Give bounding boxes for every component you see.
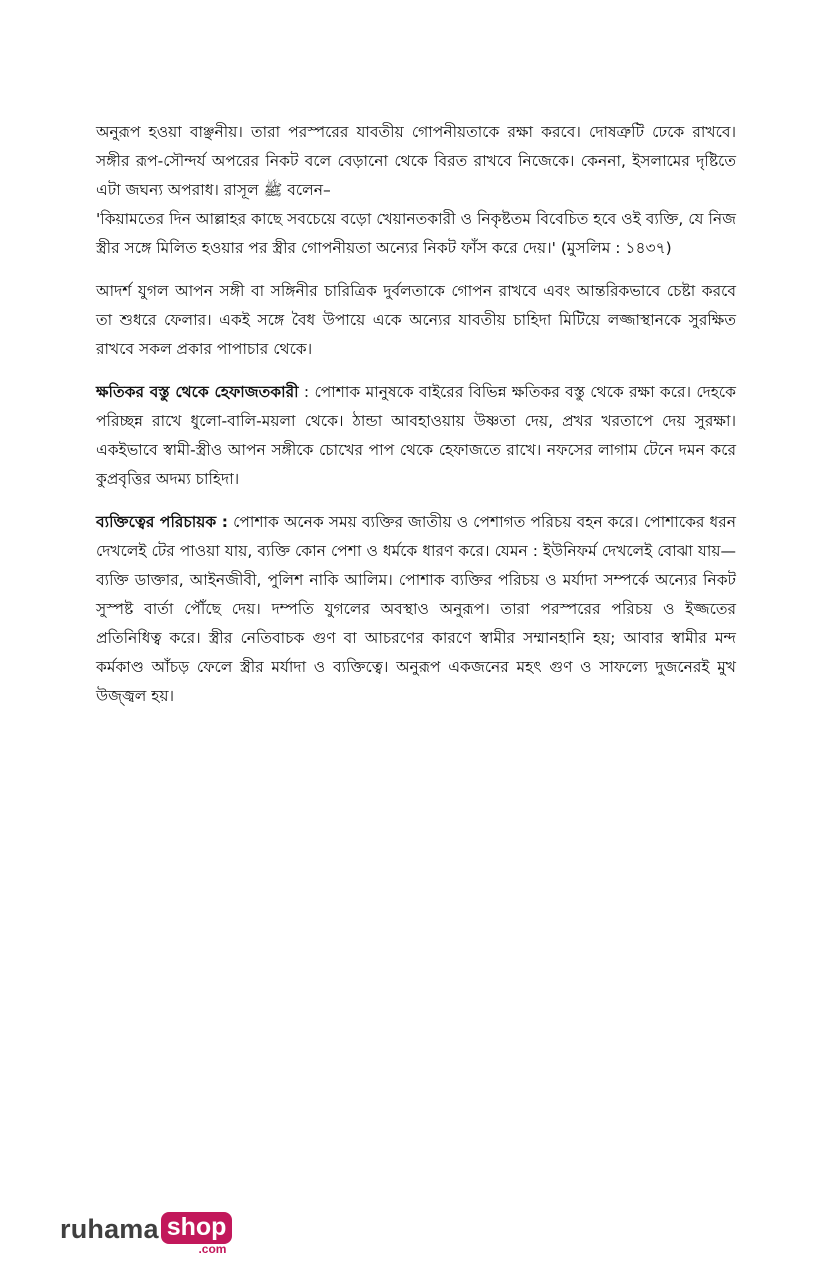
logo-dotcom: .com	[198, 1242, 227, 1256]
protection-heading: ক্ষতিকর বস্তু থেকে হেফাজতকারী	[96, 383, 299, 401]
paragraph-identity	[96, 508, 736, 711]
paragraph-ideal-couple: আদর্শ যুগল আপন সঙ্গী বা সঙ্গিনীর চারিত্রিক দুর্বলতাকে গোপন রাখবে এবং আন্তরিকভাবে চেষ্টা করবে তা শুধরে ফেলার। একই সঙ্গে বৈধ উপায়ে একে অন্যের যাবতীয় চাহিদা মিটিয়ে লজ্জাস্থানকে সুরক্ষিত রাখবে সকল প্রকার পাপাচার থেকে।	[96, 282, 736, 358]
paragraph-intro: অনুরূপ হওয়া বাঞ্ছনীয়। তারা পরস্পরের যাবতীয় গোপনীয়তাকে রক্ষা করবে। দোষত্রুটি ঢেকে রাখবে। সঙ্গীর রূপ-সৌন্দর্য অপরের নিকট বলে বেড়ানো থেকে বিরত রাখবে নিজেকে। কেননা, ইসলামের দৃষ্টিতে এটা জঘন্য অপরাধ। রাসূল ﷺ বলেন–	[96, 123, 736, 199]
protection-body: : পোশাক মানুষকে বাইরের বিভিন্ন ক্ষতিকর বস্তু থেকে রক্ষা করে। দেহকে পরিচ্ছন্ন রাখে ধুলো-বালি-ময়লা থেকে। ঠান্ডা আবহাওয়ায় উষ্ণতা দেয়, প্রখর খরতাপে দেয় সুরক্ষা। একইভাবে স্বামী-স্ত্রীও আপন সঙ্গীকে চোখের পাপ থেকে হেফাজতে রাখে। নফসের লাগাম টেনে দমন করে কুপ্রবৃত্তির অদম্য চাহিদা।	[96, 383, 736, 488]
paragraph-protection	[96, 378, 736, 494]
identity-heading: ব্যক্তিত্বের পরিচায়ক :	[96, 513, 228, 531]
page-body	[96, 118, 736, 711]
publisher-logo	[60, 1212, 232, 1256]
logo-word: ruhama	[60, 1214, 159, 1244]
logo-badge	[161, 1212, 233, 1256]
hadith-quote: 'কিয়ামতের দিন আল্লাহর কাছে সবচেয়ে বড়ো খেয়ানতকারী ও নিকৃষ্টতম বিবেচিত হবে ওই ব্যক্তি, যে নিজ স্ত্রীর সঙ্গে মিলিত হওয়ার পর স্ত্রীর গোপনীয়তা অন্যের নিকট ফাঁস করে দেয়।' (মুসলিম : ১৪৩৭)	[96, 210, 736, 257]
identity-body: পোশাক অনেক সময় ব্যক্তির জাতীয় ও পেশাগত পরিচয় বহন করে। পোশাকের ধরন দেখলেই টের পাওয়া যায়, ব্যক্তি কোন পেশা ও ধর্মকে ধারণ করে। যেমন : ইউনিফর্ম দেখলেই বোঝা যায়—ব্যক্তি ডাক্তার, আইনজীবী, পুলিশ নাকি আলিম। পোশাক ব্যক্তির পরিচয় ও মর্যাদা সম্পর্কে অন্যের নিকট সুস্পষ্ট বার্তা পৌঁছে দেয়। দম্পতি যুগলের অবস্থাও অনুরূপ। তারা পরস্পরের পরিচয় ও ইজ্জতের প্রতিনিধিত্ব করে। স্ত্রীর নেতিবাচক গুণ বা আচরণের কারণে স্বামীর সম্মানহানি হয়; আবার স্বামীর মন্দ কর্মকাণ্ড আঁচড় ফেলে স্ত্রীর মর্যাদা ও ব্যক্তিত্বে। অনুরূপ একজনের মহৎ গুণ ও সাফল্যে দুজনেরই মুখ উজ্জ্বল হয়।	[96, 513, 736, 705]
logo-badge-text: shop	[166, 1213, 227, 1241]
